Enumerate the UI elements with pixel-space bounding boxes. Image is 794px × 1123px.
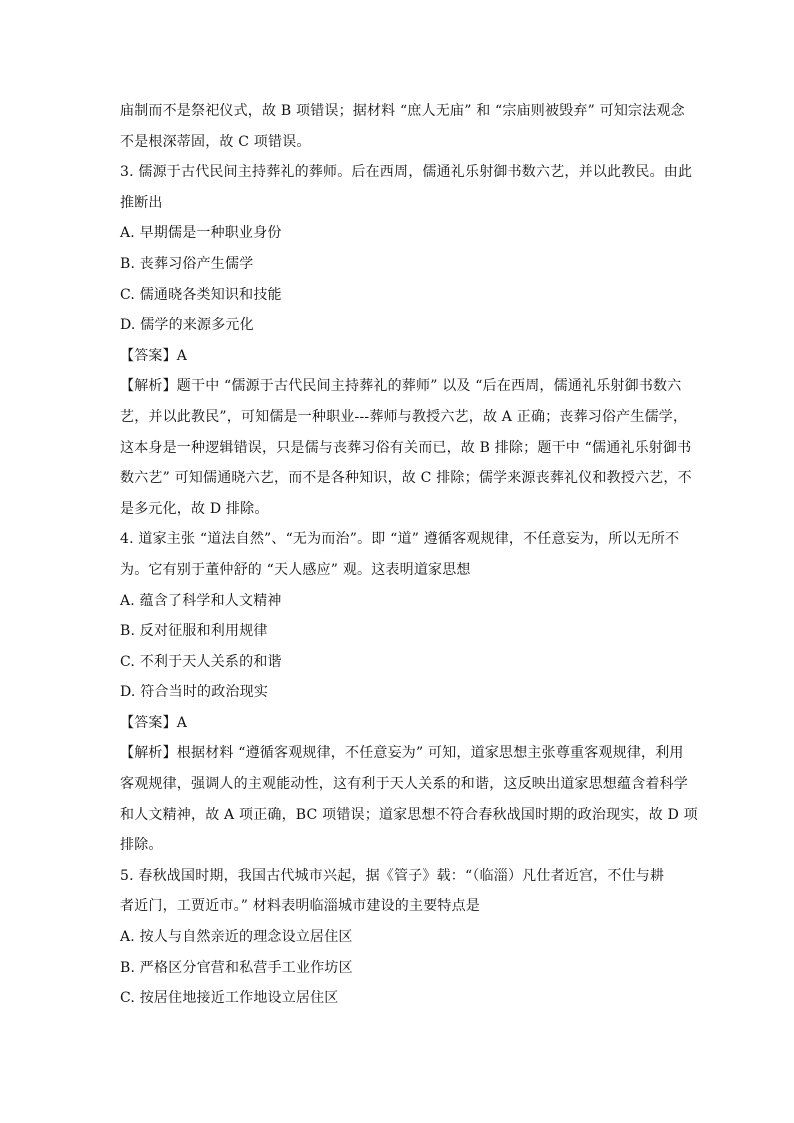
explanation-line: 数六艺” 可知儒通晓六艺，而不是各种知识，故 C 排除；儒学来源丧葬礼仪和教授六艺，不 bbox=[120, 470, 692, 487]
question-stem: 为。它有别于董仲舒的 “天人感应” 观。这表明道家思想 bbox=[120, 561, 471, 578]
q2-explanation-continued bbox=[120, 96, 685, 157]
question-stem: 3. 儒源于古代民间主持葬礼的葬师。后在西周，儒通礼乐射御书数六艺，并以此教民。由此 bbox=[120, 164, 693, 181]
option-d: D. 儒学的来源多元化 bbox=[120, 317, 254, 334]
question-stem: 5. 春秋战国时期，我国古代城市兴起，据《管子》载：“（临淄）凡仕者近宫，不仕与耕 bbox=[120, 867, 665, 884]
option-b: B. 丧葬习俗产生儒学 bbox=[120, 255, 254, 272]
answer-label: 【答案】A bbox=[120, 714, 188, 731]
option-a: A. 按人与自然亲近的理念设立居住区 bbox=[120, 929, 353, 946]
option-a: A. 早期儒是一种职业身份 bbox=[120, 225, 282, 242]
explanation-line: 和人文精神，故 A 项正确，BC 项错误；道家思想不符合春秋战国时期的政治现实，故 D 项 bbox=[120, 806, 698, 823]
explanation-line: 这本身是一种逻辑错误，只是儒与丧葬习俗有关而已，故 B 排除；题干中 “儒通礼乐射御书 bbox=[120, 439, 692, 456]
option-d: D. 符合当时的政治现实 bbox=[120, 684, 269, 701]
question-stem: 推断出 bbox=[120, 194, 163, 211]
option-a: A. 蕴含了科学和人文精神 bbox=[120, 592, 282, 609]
answer-label: 【答案】A bbox=[120, 347, 188, 364]
question-stem: 者近门，工贾近市。” 材料表明临淄城市建设的主要特点是 bbox=[120, 898, 481, 915]
option-c: C. 不利于天人关系的和谐 bbox=[120, 653, 282, 670]
option-b: B. 反对征服和利用规律 bbox=[120, 623, 268, 640]
question-stem: 4. 道家主张 “道法自然”、“无为而治”。即 “道” 遵循客观规律，不任意妄为，所以无所不 bbox=[120, 531, 680, 548]
document-page bbox=[120, 96, 698, 1014]
explanation-line: 艺，并以此教民”，可知儒是一种职业---葬师与教授六艺，故 A 正确；丧葬习俗产生儒学， bbox=[120, 408, 688, 425]
explanation-line: 是多元化，故 D 排除。 bbox=[120, 500, 269, 517]
explanation-line: 【解析】根据材料 “遵循客观规律，不任意妄为” 可知，道家思想主张尊重客观规律，利用 bbox=[120, 745, 684, 762]
option-c: C. 按居住地接近工作地设立居住区 bbox=[120, 990, 339, 1007]
option-b: B. 严格区分官营和私营手工业作坊区 bbox=[120, 959, 353, 976]
text-line: 不是根深蒂固，故 C 项错误。 bbox=[120, 133, 311, 150]
explanation-line: 客观规律，强调人的主观能动性，这有利于天人关系的和谐，这反映出道家思想蕴含着科学 bbox=[120, 776, 688, 793]
explanation-line: 【解析】题干中 “儒源于古代民间主持葬礼的葬师” 以及 “后在西周，儒通礼乐射御书数六 bbox=[120, 378, 682, 395]
option-c: C. 儒通晓各类知识和技能 bbox=[120, 286, 282, 303]
question-3 bbox=[120, 157, 693, 524]
question-5 bbox=[120, 861, 680, 1014]
text-line: 庙制而不是祭祀仪式，故 B 项错误；据材料 “庶人无庙” 和 “宗庙则被毁弃” 可知宗法观念 bbox=[120, 103, 685, 119]
question-4 bbox=[120, 524, 698, 861]
explanation-line: 排除。 bbox=[120, 837, 163, 854]
